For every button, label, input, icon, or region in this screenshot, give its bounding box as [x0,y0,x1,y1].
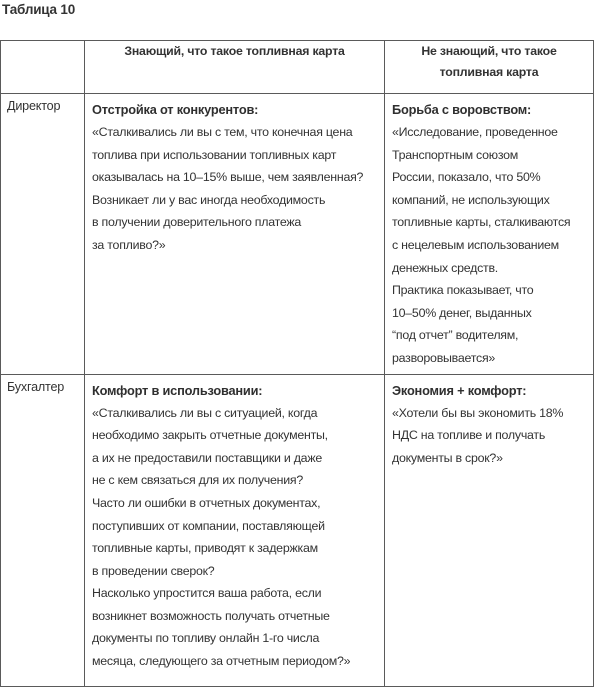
cell-line: оказывалась на 10–15% выше, чем заявленная? [92,170,364,185]
cell-line: 10–50% денег, выданных [392,305,532,320]
header-unknown-line: топливная карта [439,65,539,79]
cell-line: Транспортным союзом [392,147,519,162]
cell-line: возникнет возможность получать отчетные [92,608,330,623]
cell-line: разворовывается» [392,350,496,365]
cell-line: в проведении сверок? [92,563,215,578]
cell-line: поступивших от компании, поставляющей [92,518,325,533]
cell-line: топливные карты, приводят к задержкам [92,541,318,556]
cell-line: документы по топливу онлайн 1-го числа [92,631,320,646]
cell-line: в получении доверительного платежа [92,215,302,230]
cell-line: с нецелевым использованием [392,237,559,252]
cell-line: компаний, не использующих [392,192,550,207]
accountant-known-cell [85,374,385,686]
header-unknown-line: Не знающий, что такое [421,44,557,58]
cell-line: Часто ли ошибки в отчетных документах, [92,495,321,510]
comparison-table [0,40,594,687]
role-director: Директор [1,94,85,375]
cell-line: России, показало, что 50% [392,170,541,185]
cell-line: Возникает ли у вас иногда необходимость [92,192,326,207]
header-unknown [385,41,594,94]
header-empty-cell [1,41,85,94]
cell-line: за топливо?» [92,237,166,252]
director-known-cell [85,94,385,375]
table-caption: Таблица 10 [2,2,76,17]
cell-title: Борьба с воровством: [392,102,532,117]
cell-line: “под отчет” водителям, [392,328,519,343]
accountant-unknown-cell [385,374,594,686]
cell-title: Отстройка от конкурентов: [92,102,259,117]
director-unknown-cell [385,94,594,375]
header-known-label: Знающий, что такое топливная карта [124,44,345,58]
cell-title: Экономия + комфорт: [392,382,527,398]
cell-line: документы в срок?» [392,450,503,465]
cell-line: Практика показывает, что [392,283,534,298]
table-row [1,94,594,375]
cell-line: месяца, следующего за отчетным периодом?» [92,654,351,669]
cell-line: «Хотели бы вы экономить 18% [392,405,564,420]
cell-line: а их не предоставили поставщики и даже [92,450,322,465]
cell-title: Комфорт в использовании: [92,382,263,398]
cell-line: топливные карты, сталкиваются [392,215,571,230]
header-known [85,41,385,94]
cell-line: «Сталкивались ли вы с ситуацией, когда [92,405,318,420]
cell-line: Насколько упростится ваша работа, если [92,586,322,601]
cell-line: не с кем связаться для их получения? [92,473,303,488]
role-accountant: Бухгалтер [1,374,85,686]
cell-line: НДС на топливе и получать [392,428,546,443]
cell-line: необходимо закрыть отчетные документы, [92,428,328,443]
table-header-row [1,41,594,94]
cell-line: топлива при использовании топливных карт [92,147,337,162]
cell-line: денежных средств. [392,260,498,275]
table-row [1,374,594,686]
cell-line: «Сталкивались ли вы с тем, что конечная цена [92,125,353,139]
cell-line: «Исследование, проведенное [392,125,558,139]
